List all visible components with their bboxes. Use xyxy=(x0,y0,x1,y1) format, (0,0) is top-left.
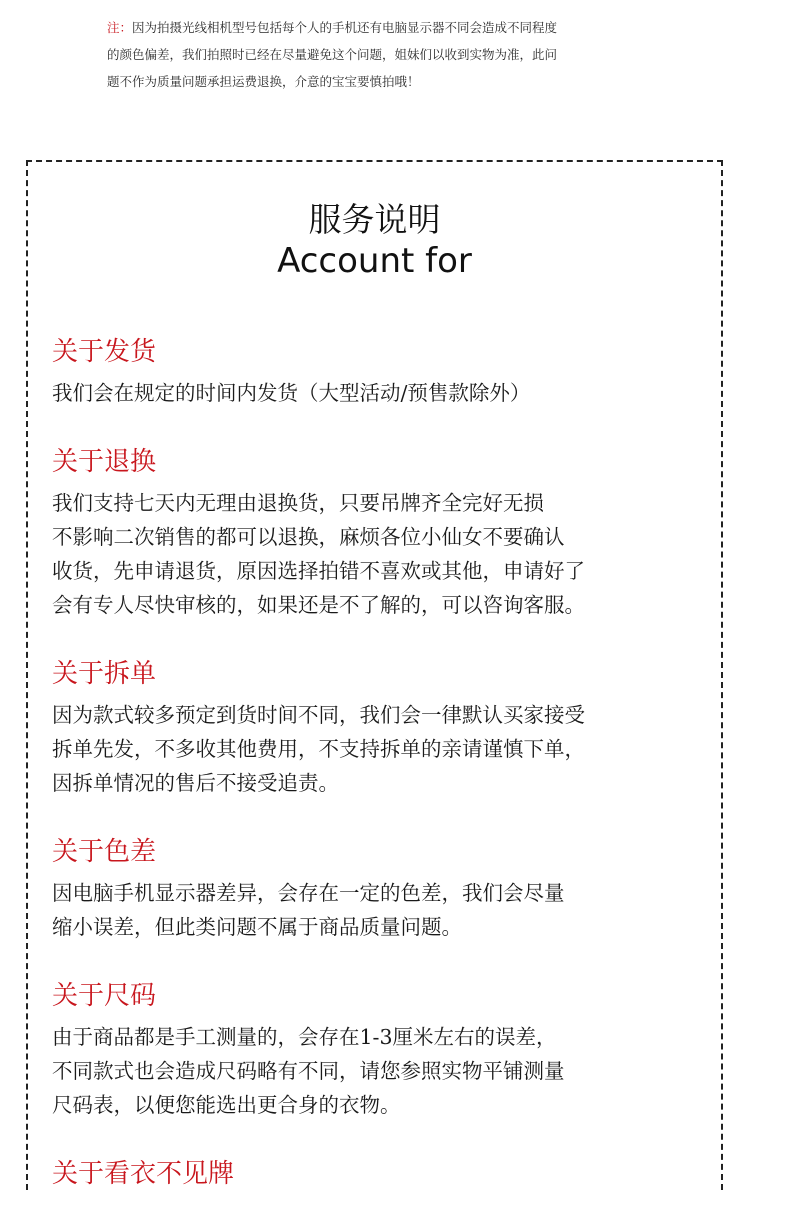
section-line: 我们支持七天内无理由退换货，只要吊牌齐全完好无损 xyxy=(52,491,544,515)
section-line: 因拆单情况的售后不接受追责。 xyxy=(52,771,339,795)
section-tags xyxy=(52,1158,716,1190)
section-split-orders xyxy=(52,658,716,800)
section-line: 我们会在规定的时间内发货（大型活动/预售款除外） xyxy=(52,381,531,405)
section-body-split-orders xyxy=(52,698,716,800)
section-heading-returns: 关于退换 xyxy=(52,447,157,477)
section-body-color-difference xyxy=(52,876,716,944)
color-disclaimer-note xyxy=(107,14,647,95)
section-shipping xyxy=(52,336,716,410)
section-body-returns xyxy=(52,486,716,622)
service-title-cn: 服务说明 xyxy=(308,200,441,239)
section-heading-split-orders: 关于拆单 xyxy=(52,659,157,689)
section-line: 尺码表，以便您能选出更合身的衣物。 xyxy=(52,1093,401,1117)
section-color-difference xyxy=(52,836,716,944)
note-label: 注： xyxy=(107,20,133,35)
section-line: 不同款式也会造成尺码略有不同，请您参照实物平铺测量 xyxy=(52,1059,565,1083)
section-heading-color-difference: 关于色差 xyxy=(52,837,157,867)
service-info-box xyxy=(26,160,723,1190)
section-heading-sizing: 关于尺码 xyxy=(52,981,157,1011)
section-body-sizing xyxy=(52,1020,716,1122)
note-line-2: 的颜色偏差，我们拍照时已经在尽量避免这个问题，姐妹们以收到实物为准，此问 xyxy=(107,47,558,62)
section-returns xyxy=(52,446,716,622)
section-sizing xyxy=(52,980,716,1122)
section-line: 因为款式较多预定到货时间不同，我们会一律默认买家接受 xyxy=(52,703,585,727)
section-line: 收货，先申请退货，原因选择拍错不喜欢或其他，申请好了 xyxy=(52,559,585,583)
section-body-shipping xyxy=(52,376,716,410)
section-line: 由于商品都是手工测量的，会存在1-3厘米左右的误差， xyxy=(52,1025,557,1049)
section-heading-tags: 关于看衣不见牌 xyxy=(52,1159,235,1189)
note-line-1 xyxy=(107,14,647,41)
section-line: 因电脑手机显示器差异，会存在一定的色差，我们会尽量 xyxy=(52,881,565,905)
note-text-1: 因为拍摄光线相机型号包括每个人的手机还有电脑显示器不同会造成不同程度 xyxy=(132,20,558,35)
service-sections xyxy=(52,336,716,1226)
section-line: 会有专人尽快审核的，如果还是不了解的，可以咨询客服。 xyxy=(52,593,585,617)
section-line: 不影响二次销售的都可以退换，麻烦各位小仙女不要确认 xyxy=(52,525,565,549)
section-heading-shipping: 关于发货 xyxy=(52,337,157,367)
section-line: 缩小误差，但此类问题不属于商品质量问题。 xyxy=(52,915,462,939)
service-title-en: Account for xyxy=(277,241,472,281)
section-line: 拆单先发，不多收其他费用，不支持拆单的亲请谨慎下单， xyxy=(52,737,585,761)
note-line-3: 题不作为质量问题承担运费退换，介意的宝宝要慎拍哦！ xyxy=(107,74,420,89)
